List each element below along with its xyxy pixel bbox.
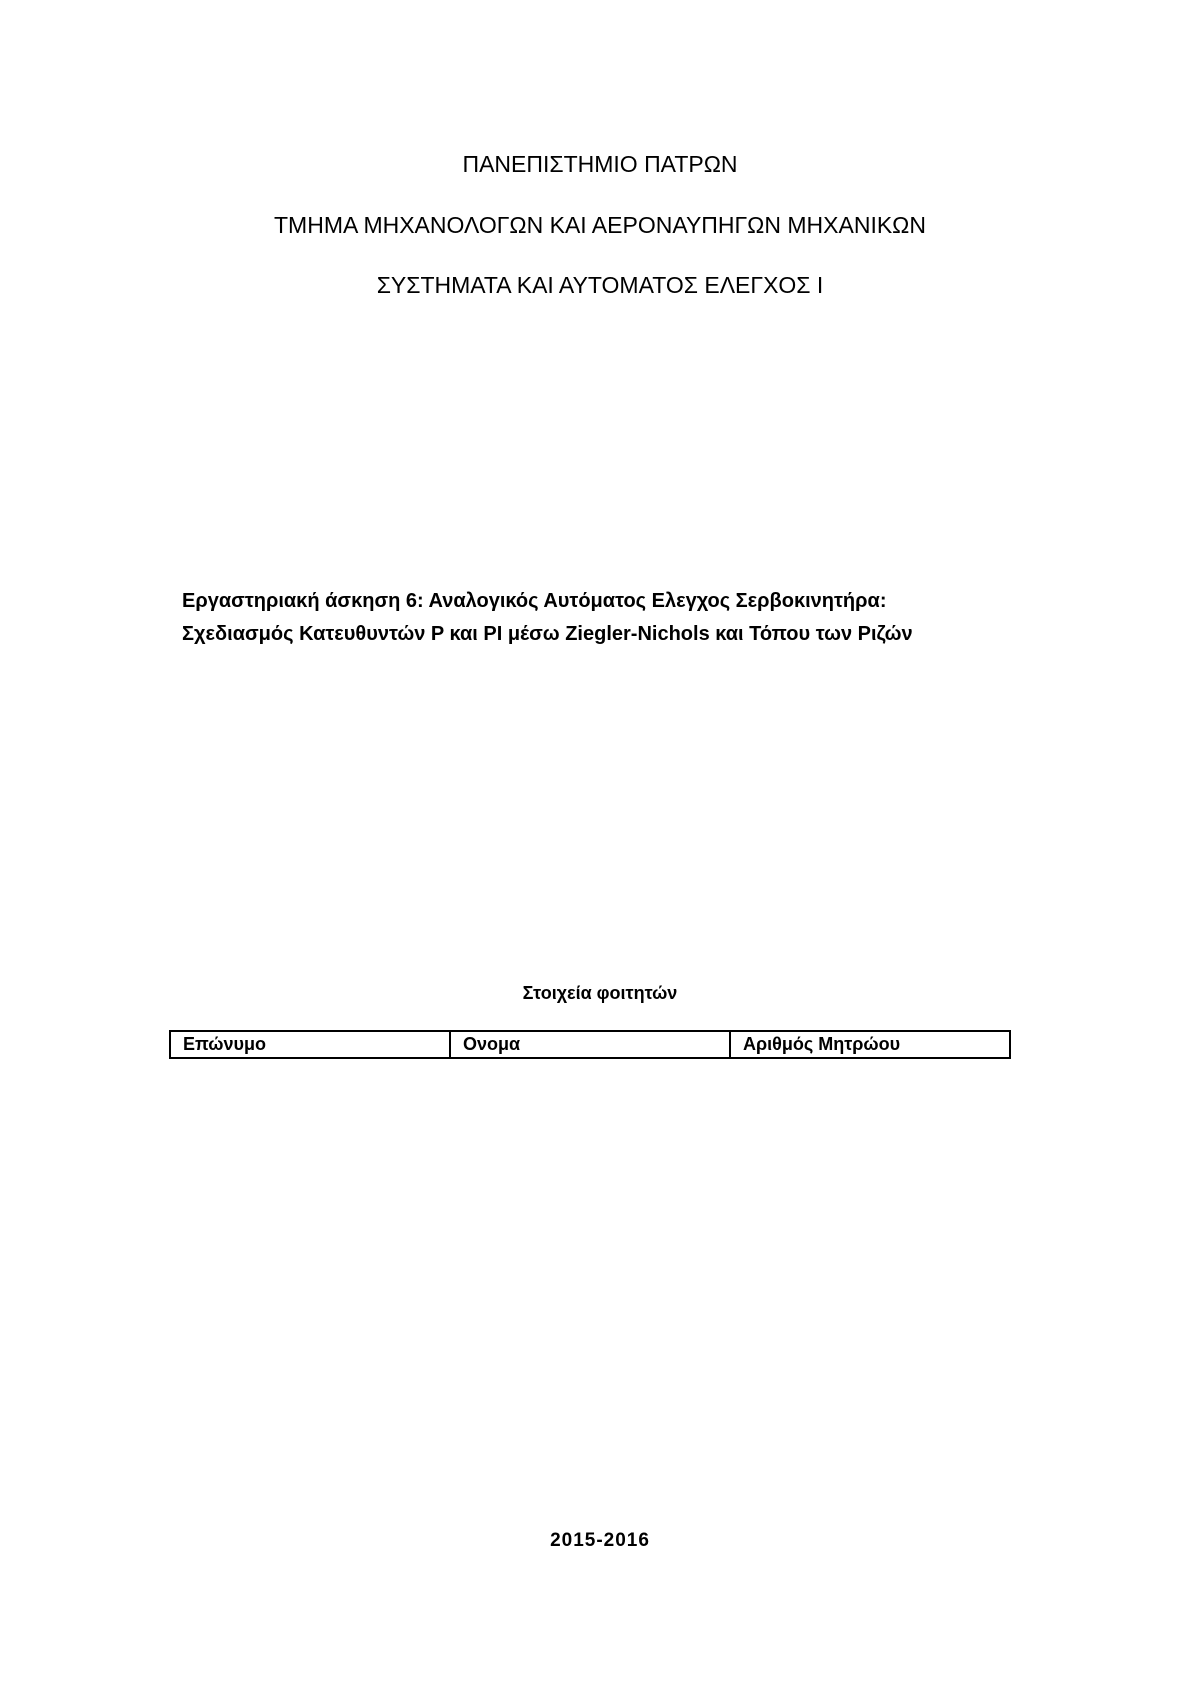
academic-year: 2015-2016 xyxy=(550,1530,650,1551)
name-column-header: Ονομα xyxy=(450,1031,730,1058)
assignment-title-line-2: Σχεδιασμός Κατευθυντών P και PI μέσω Ziegler-Nichols και Τόπου των Ριζών xyxy=(182,623,913,645)
students-table xyxy=(169,1030,1011,1059)
university-title: ΠΑΝΕΠΙΣΤΗΜΙΟ ΠΑΤΡΩΝ xyxy=(462,151,738,177)
registration-number-column-header: Αριθμός Μητρώου xyxy=(730,1031,1010,1058)
course-title: ΣΥΣΤΗΜΑΤΑ ΚΑΙ ΑΥΤΟΜΑΤΟΣ ΕΛΕΓΧΟΣ Ι xyxy=(376,272,824,298)
surname-column-header: Επώνυμο xyxy=(170,1031,450,1058)
students-caption: Στοιχεία φοιτητών xyxy=(522,983,678,1003)
department-title: ΤΜΗΜΑ ΜΗΧΑΝΟΛΟΓΩΝ ΚΑΙ ΑΕΡΟΝΑΥΠΗΓΩΝ ΜΗΧΑΝΙΚΩΝ xyxy=(274,212,926,238)
table-row xyxy=(170,1031,1010,1058)
assignment-title-line-1: Εργαστηριακή άσκηση 6: Αναλογικός Αυτόματος Ελεγχος Σερβοκινητήρα: xyxy=(182,590,887,612)
